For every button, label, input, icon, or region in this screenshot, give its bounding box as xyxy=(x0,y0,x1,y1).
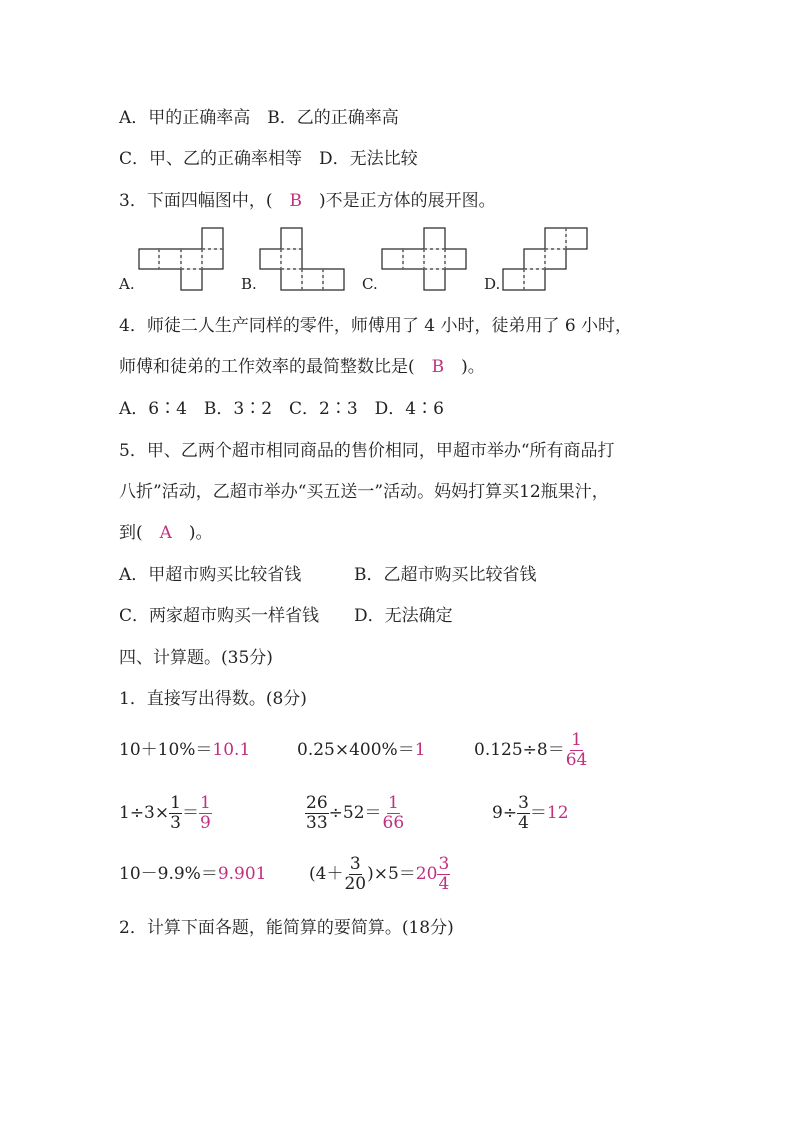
section4-title: 四、计算题。(35分) xyxy=(119,648,273,668)
calc-e4-answer-fraction xyxy=(199,794,212,833)
net-label-c: C. xyxy=(362,275,378,293)
calc-e1-answer: 10.1 xyxy=(212,740,251,760)
q5-answer: A xyxy=(159,523,172,543)
q4-line1: 4．师徒二人生产同样的零件，师傅用了 4 小时，徒弟用了 6 小时， xyxy=(119,316,633,336)
q3-stem-before: 3．下面四幅图中，( xyxy=(119,191,290,211)
calc-e2-expr: 0.25×400%＝ xyxy=(297,740,415,760)
calc-e5-answer-num: 1 xyxy=(387,793,399,813)
calc-e7-expr: 10－9.9%＝ xyxy=(119,864,218,884)
q4-options: A．6∶4 B．3∶2 C．2∶3 D．4∶6 xyxy=(119,399,444,419)
calc-e6-eq: ＝ xyxy=(529,803,547,823)
calc-e5-answer-den: 66 xyxy=(382,813,405,833)
calc-e4-answer-num: 1 xyxy=(199,793,211,813)
q5-line2: 八折”活动，乙超市举办“买五送一”活动。妈妈打算买12瓶果汁， xyxy=(119,482,609,502)
calc-e4-fraction xyxy=(169,794,182,833)
calc-e5-frac-den: 33 xyxy=(306,813,328,833)
calc-e6 xyxy=(492,790,569,836)
calc-e6-answer: 12 xyxy=(546,803,569,823)
calc-e4-frac-den: 3 xyxy=(170,813,181,833)
q2-options-line1: A．甲的正确率高 B．乙的正确率高 xyxy=(119,108,399,128)
calc-e6-frac-den: 4 xyxy=(518,813,529,833)
q5-option-c: C．两家超市购买一样省钱 xyxy=(119,606,320,626)
calc-e8-pre: (4＋ xyxy=(309,864,344,884)
calc-e6-fraction xyxy=(517,794,530,833)
q2-options-line2: C．甲、乙的正确率相等 D．无法比较 xyxy=(119,149,418,169)
calc-e5-fraction xyxy=(305,794,329,833)
q5-option-d: D．无法确定 xyxy=(354,606,453,626)
calc-e4-eq: ＝ xyxy=(181,803,199,823)
calc-e3-answer-fraction xyxy=(565,731,589,770)
calc-e4-pre: 1÷3× xyxy=(119,803,170,823)
calc-e8-fraction xyxy=(343,855,367,894)
calc-e3-expr: 0.125÷8＝ xyxy=(474,740,565,760)
q5-option-a: A．甲超市购买比较省钱 xyxy=(119,565,302,585)
calc-e4 xyxy=(119,790,212,836)
q4-line2-before: 师傅和徒弟的工作效率的最简整数比是( xyxy=(119,357,432,377)
q4-answer: B xyxy=(431,357,445,377)
calc-e8-frac-num: 3 xyxy=(349,854,361,874)
q5-line1: 5．甲、乙两个超市相同商品的售价相同，甲超市举办“所有商品打 xyxy=(119,441,615,461)
calc-e1 xyxy=(119,739,250,761)
calc-e5-frac-num: 26 xyxy=(306,793,328,813)
q5-line3 xyxy=(119,522,213,544)
net-label-b: B. xyxy=(241,275,257,293)
calc-e6-frac-num: 3 xyxy=(518,793,529,813)
calc-e8-answer-whole: 20 xyxy=(415,864,438,884)
calc-e7 xyxy=(119,863,267,885)
calc-e3-answer-den: 64 xyxy=(565,750,588,770)
calc-e3 xyxy=(474,727,588,773)
calc-e5-post: ÷52＝ xyxy=(328,803,382,823)
calc-e7-answer: 9.901 xyxy=(217,864,267,884)
calc-e8-answer-num: 3 xyxy=(438,854,450,874)
calc-e2 xyxy=(297,739,426,761)
calc-e2-answer: 1 xyxy=(414,740,426,760)
section4-q1-title: 1．直接写出得数。(8分) xyxy=(119,689,307,709)
net-label-d: D. xyxy=(484,275,501,293)
calc-e8-post: )×5＝ xyxy=(367,864,416,884)
calc-e8-answer-den: 4 xyxy=(438,874,450,894)
calc-e8 xyxy=(309,851,450,897)
q4-line2 xyxy=(119,356,485,378)
q5-line3-after: )。 xyxy=(171,523,213,543)
cube-nets-figure xyxy=(0,0,794,310)
section4-q2-title: 2．计算下面各题，能简算的要简算。(18分) xyxy=(119,918,454,938)
calc-e4-frac-num: 1 xyxy=(170,793,181,813)
q3-answer: B xyxy=(289,191,302,211)
calc-e5-answer-fraction xyxy=(382,794,406,833)
calc-e3-answer-num: 1 xyxy=(571,730,582,750)
q5-option-b: B．乙超市购买比较省钱 xyxy=(354,565,537,585)
q4-line2-after: )。 xyxy=(444,357,485,377)
calc-e6-pre: 9÷ xyxy=(492,803,518,823)
calc-e1-expr: 10＋10%＝ xyxy=(119,740,213,760)
calc-e4-answer-den: 9 xyxy=(199,813,211,833)
calc-e5 xyxy=(305,790,405,836)
q5-line3-before: 到( xyxy=(119,523,160,543)
q3-stem-after: )不是正方体的展开图。 xyxy=(301,191,496,211)
net-label-a: A. xyxy=(119,275,135,293)
calc-e8-frac-den: 20 xyxy=(344,874,367,894)
calc-e8-answer-fraction xyxy=(437,855,450,894)
